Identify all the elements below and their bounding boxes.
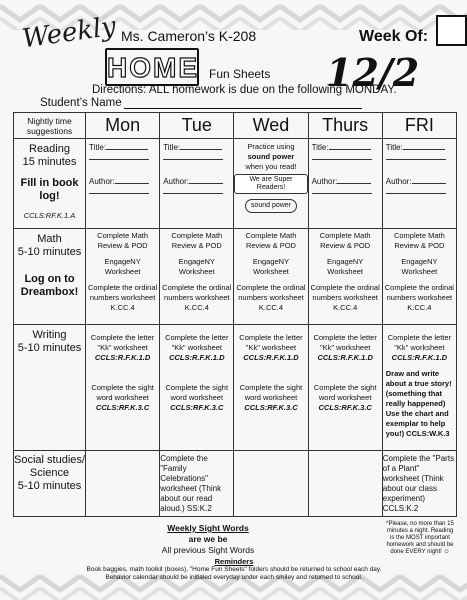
math-wed: Complete Math Review & POD EngageNY Worksheet Complete the ordinal numbers worksheet K.CC.4 [234,229,308,325]
math-minutes: 5-10 minutes [17,246,82,258]
day-fri: FRI [382,113,456,139]
writing-label-cell [14,325,86,451]
student-name-label: Student’s Name [40,97,122,109]
social-tue: Complete the "Family Celebrations" worksheet (Think about our read aloud.) SS:K.2 [160,451,234,517]
day-thurs: Thurs [308,113,382,139]
reading-minutes: 15 minutes [22,156,77,168]
title-field[interactable] [403,149,445,150]
writing-thurs: Complete the letter "Kk" worksheet CCLS:R.F.K.1.D Complete the sight word worksheet CCLS:RF.K.3.C [308,325,382,451]
title-label: Title: [89,143,107,152]
reading-mon [86,139,160,229]
writing-wed: Complete the letter "Kk" worksheet CCLS:R.F.K.1.D Complete the sight word worksheet CCLS:RF.K.3.C [234,325,308,451]
reminders-title: Reminders [214,557,254,566]
author-field[interactable] [337,183,371,184]
sight-words [113,523,303,556]
checkbox-square[interactable] [436,15,467,46]
math-thurs: Complete Math Review & POD EngageNY Worksheet Complete the ordinal numbers worksheet K.CC.4 [308,229,382,325]
social-row [14,451,457,517]
time-suggestions-header: Nightly time suggestions [14,113,86,139]
title-line[interactable] [163,159,223,160]
sight-words-list: are we be [188,534,228,544]
week-date: 12/2 [326,50,420,95]
writing-mon: Complete the letter "Kk" worksheet CCLS:R.F.K.1.D Complete the sight word worksheet CCLS:RF.K.3.C [86,325,160,451]
social-label: Social studies/ Science [14,454,85,479]
reading-fri [382,139,456,229]
title-label: Title: [163,143,181,152]
math-label-cell [14,229,86,325]
social-label-cell [14,451,86,517]
title-field[interactable] [106,149,148,150]
math-mon: Complete Math Review & POD EngageNY Worksheet Complete the ordinal numbers worksheet K.CC.4 [86,229,160,325]
writing-tue: Complete the letter "Kk" worksheet CCLS:R.F.K.1.D Complete the sight word worksheet CCLS:RF.K.3.C [160,325,234,451]
fun-sheets-label: Fun Sheets [209,67,271,81]
social-mon [86,451,160,517]
reminder-1: Book baggies, math toolkit (boxes), "Home Fun Sheets" folders should be returned to school each day. [86,566,382,573]
title-label: Title: [385,143,403,152]
student-name-row [40,97,362,109]
homework-table [13,112,457,517]
header [8,8,459,95]
reading-label: Reading [29,143,70,155]
writing-fri: Complete the letter "Kk" worksheet CCLS:R.F.K.1.D Draw and write about a true story! (something that really happened) Use the chart and exemplar to help you!) CCLS:W.K.3 [382,325,456,451]
math-tue: Complete Math Review & POD EngageNY Worksheet Complete the ordinal numbers worksheet K.CC.4 [160,229,234,325]
dreambox-note: Log on to Dreambox! [20,273,79,298]
math-fri: Complete Math Review & POD EngageNY Worksheet Complete the ordinal numbers worksheet K.CC.4 [382,229,456,325]
title-label: Title: [311,143,329,152]
wed-practice: Practice using sound power when you read! [245,142,297,171]
title-field[interactable] [329,149,371,150]
author-line[interactable] [163,193,223,194]
day-tue: Tue [160,113,234,139]
fill-book-log: Fill in book log! [20,177,79,202]
student-name-field[interactable] [124,108,362,109]
author-line[interactable] [89,193,149,194]
writing-label: Writing [32,329,67,341]
title-line[interactable] [89,159,149,160]
author-line[interactable] [386,193,446,194]
reading-tue [160,139,234,229]
reading-wed [234,139,308,229]
author-label: Author: [89,177,115,186]
author-line[interactable] [312,193,372,194]
author-field[interactable] [412,183,446,184]
math-label: Math [37,233,62,245]
super-readers-badge: We are Super Readers! [234,174,307,194]
day-mon: Mon [86,113,160,139]
sight-words-area [13,518,457,562]
author-label: Author: [385,177,412,186]
teacher-name: Ms. Cameron’s K-208 [121,28,257,44]
math-row [14,229,457,325]
home-title-box [105,48,199,86]
author-label: Author: [163,177,189,186]
social-minutes: 5-10 minutes [17,480,82,492]
reminder-2: Behavior calendar should be initialed everyday under each smiley and returned to school. [105,574,363,581]
social-fri: Complete the "Parts of a Plant" worksheet (Think about our class experiment) CCLS:K.2 [382,451,456,517]
reading-label-cell [14,139,86,229]
reading-note: *Please, no more than 15 minutes a night. Reading is the MOST important homework and should be done EVERY night! ☺ [386,521,454,555]
social-thurs [308,451,382,517]
home-title: HOME [107,52,199,83]
reading-row [14,139,457,229]
reminders [44,558,424,582]
reading-thurs [308,139,382,229]
author-field[interactable] [115,183,149,184]
author-field[interactable] [189,183,223,184]
directions: Directions: ALL homework is due on the following MONDAY. [92,84,397,96]
previous-sight-words: All previous Sight Words [161,545,255,555]
sound-power-icon: sound power [245,199,297,213]
week-of-label: Week Of: [359,28,429,45]
title-field[interactable] [180,149,222,150]
writing-row [14,325,457,451]
day-wed: Wed [234,113,308,139]
sight-words-title: Weekly Sight Words [167,523,249,533]
weekly-logo: Weekly [20,11,118,55]
author-label: Author: [311,177,338,186]
title-line[interactable] [386,159,446,160]
writing-minutes: 5-10 minutes [17,342,82,354]
title-line[interactable] [312,159,372,160]
reading-ccls: CCLS:RF.K.1.A [23,211,76,220]
social-wed [234,451,308,517]
header-row [14,113,457,139]
